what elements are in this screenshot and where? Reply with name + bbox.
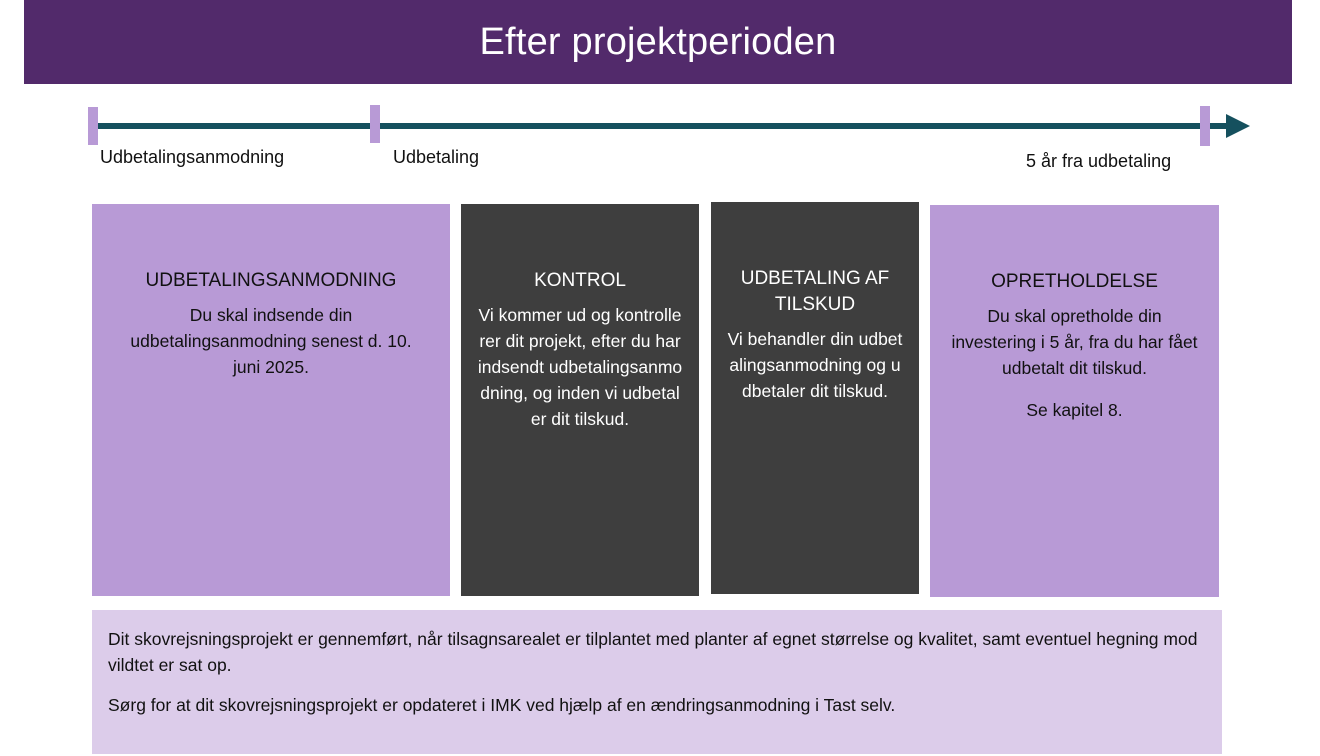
- box-title: UDBETALING AF TILSKUD: [740, 268, 890, 315]
- box-body: Vi behandler din udbetalingsanmodning og udbetaler dit tilskud.: [727, 329, 903, 401]
- page-title: Efter projektperioden: [479, 20, 837, 63]
- box-title: UDBETALINGSANMODNING: [145, 270, 397, 291]
- timeline-label-udbetalingsanmodning: Udbetalingsanmodning: [100, 147, 285, 167]
- note-paragraph-update: Sørg for at dit skovrejsningsprojekt er opdateret i IMK ved hjælp af en ændringsanmodning i Tast selv.: [108, 695, 896, 715]
- box-title: KONTROL: [534, 270, 626, 291]
- timeline-label-udbetaling: Udbetaling: [393, 147, 480, 167]
- box-note: Se kapitel 8.: [1026, 400, 1123, 420]
- box-opretholdelse: [930, 205, 1219, 597]
- box-udbetaling-af-tilskud: [711, 202, 919, 594]
- timeline-marker-end: [1200, 106, 1210, 146]
- box-kontrol: [461, 204, 699, 596]
- box-title: OPRETHOLDELSE: [991, 271, 1158, 292]
- note-paragraph-completion: Dit skovrejsningsprojekt er gennemført, når tilsagnsarealet er tilplantet med planter af egnet størrelse og kvalitet, samt eventuel hegning mod vildtet er sat op.: [108, 629, 1198, 675]
- timeline-label-5-years: 5 år fra udbetaling: [1026, 151, 1172, 171]
- timeline: [0, 0, 1320, 200]
- box-udbetalingsanmodning: [92, 204, 450, 596]
- timeline-marker-payment: [370, 105, 380, 143]
- box-body: Du skal indsende din udbetalingsanmodning senest d. 10. juni 2025.: [130, 305, 412, 377]
- timeline-marker-start: [88, 107, 98, 145]
- box-body: Vi kommer ud og kontrollerer dit projekt, efter du har indsendt udbetalingsanmodning, og inden vi udbetaler dit tilskud.: [477, 305, 683, 429]
- info-note: [92, 610, 1222, 754]
- timeline-arrowhead: [1226, 114, 1250, 138]
- box-body: Du skal opretholde din investering i 5 år, fra du har fået udbetalt dit tilskud.: [951, 306, 1198, 378]
